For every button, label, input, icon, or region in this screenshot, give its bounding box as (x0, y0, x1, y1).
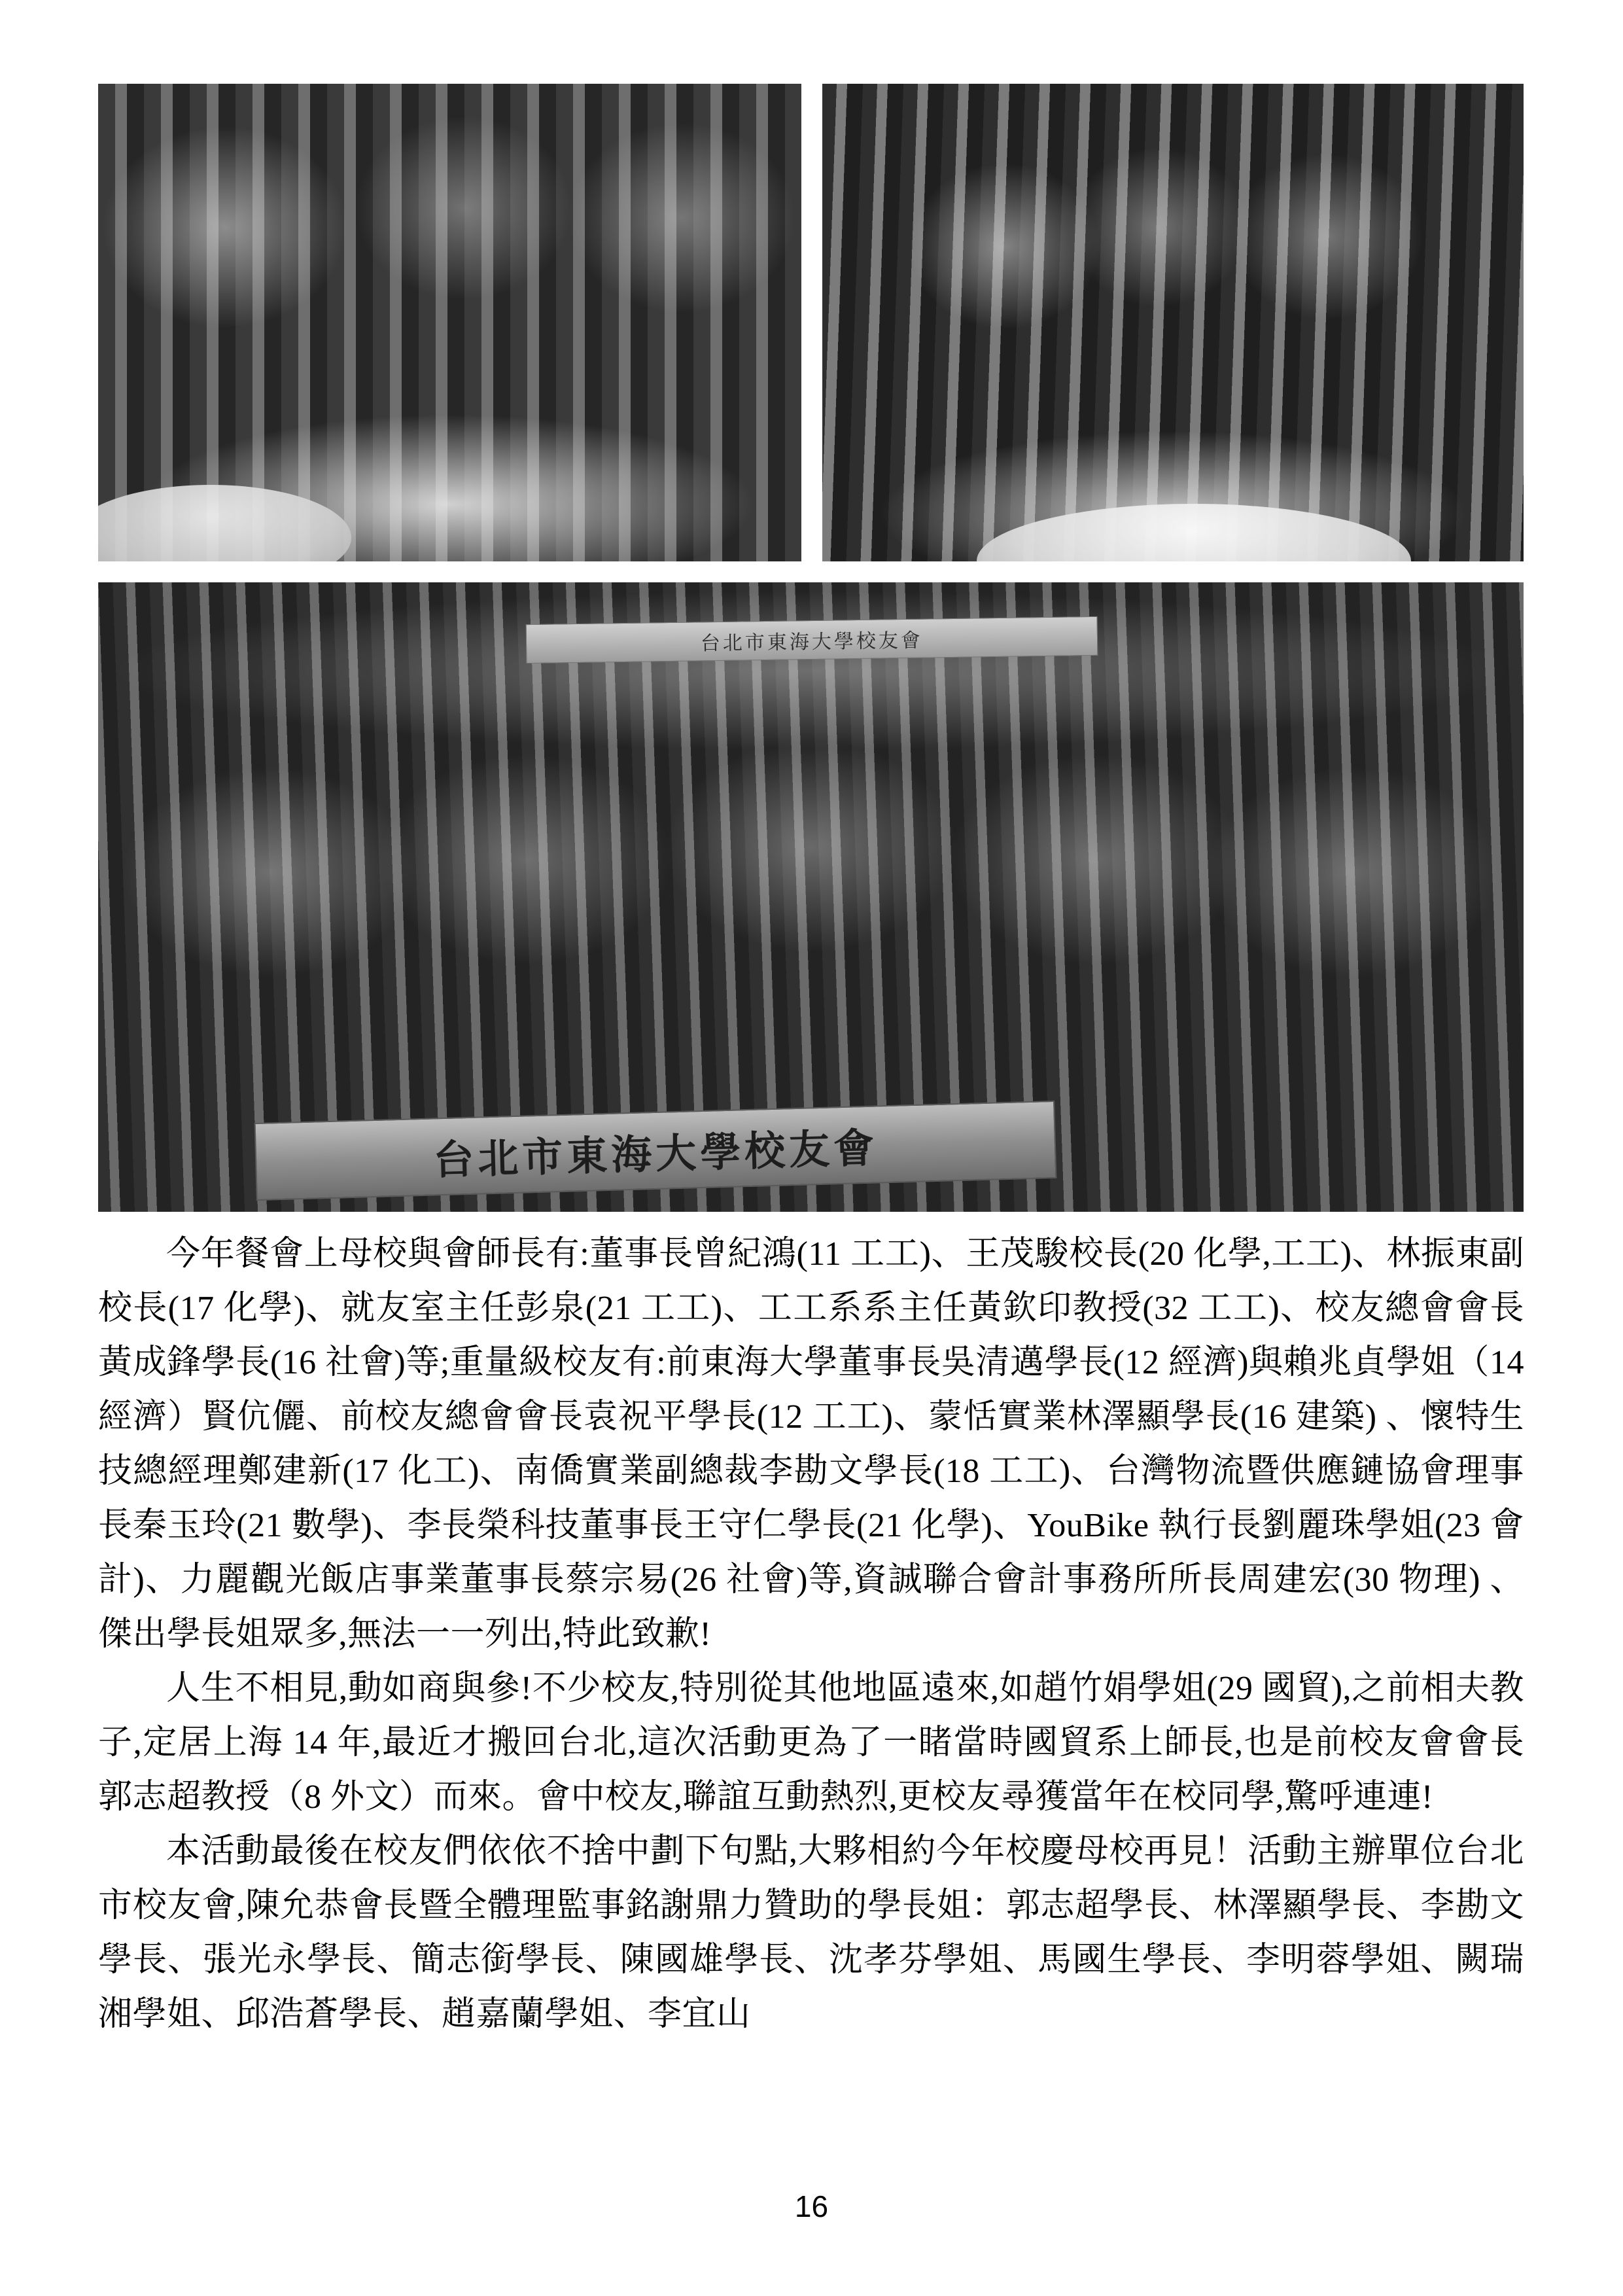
paragraph-1: 今年餐會上母校與會師長有:董事長曾紀鴻(11 工工)、王茂駿校長(20 化學,工工)、林振東副校長(17 化學)、就友室主任彭泉(21 工工)、工工系系主任黃欽印教授(32 工工)、校友總會會長黃成鋒學長(16 社會)等;重量級校友有:前東海大學董事長吳清邁學長(12 經濟)與賴兆貞學姐（14 經濟）賢伉儷、前校友總會會長袁祝平學長(12 工工)、蒙恬實業林澤顯學長(16 建築) 、懷特生技總經理鄭建新(17 化工)、南僑實業副總裁李勘文學長(18 工工)、台灣物流暨供應鏈協會理事長秦玉玲(21 數學)、李長榮科技董事長王守仁學長(21 化學)、YouBike 執行長劉麗珠學姐(23 會計)、力麗觀光飯店事業董事長蔡宗易(26 社會)等,資誠聯合會計事務所所長周建宏(30 物理) 、傑出學長姐眾多,無法一一列出,特此致歉! (98, 1235, 1524, 1653)
photo-row-top (98, 84, 1524, 561)
photo-foreground-table (977, 504, 1412, 561)
article-body (98, 1227, 1524, 2041)
photo-banquet-table-men (98, 84, 801, 561)
photo-banquet-table-mixed (822, 84, 1524, 561)
photo-gallery (98, 84, 1524, 1212)
wall-banner (525, 616, 1097, 663)
paragraph-2: 人生不相見,動如商與參!不少校友,特別從其他地區遠來,如趙竹娟學姐(29 國貿),之前相夫教子,定居上海 14 年,最近才搬回台北,這次活動更為了一睹當時國貿系上師長,也是前校友會會長郭志超教授（8 外文）而來。會中校友,聯誼互動熱烈,更校友尋獲當年在校同學,驚呼連連! (98, 1670, 1524, 1816)
group-photo-banner-text: 台北市東海大學校友會 (432, 1126, 879, 1184)
photo-foreground-table (98, 485, 351, 561)
group-photo-banner (254, 1101, 1056, 1201)
wall-banner-text: 台北市東海大學校友會 (700, 629, 923, 654)
page-number: 16 (794, 2189, 829, 2223)
photo-group-alumni-banner (98, 582, 1524, 1212)
paragraph-3: 本活動最後在校友們依依不捨中劃下句點,大夥相約今年校慶母校再見！活動主辦單位台北市校友會,陳允恭會長暨全體理監事銘謝鼎力贊助的學長姐：郭志超學長、林澤顯學長、李勘文學長、張光永學長、簡志銜學長、陳國雄學長、沈孝芬學姐、馬國生學長、李明蓉學姐、闕瑞湘學姐、邱浩蒼學長、趙嘉蘭學姐、李宜山 (98, 1833, 1524, 2033)
